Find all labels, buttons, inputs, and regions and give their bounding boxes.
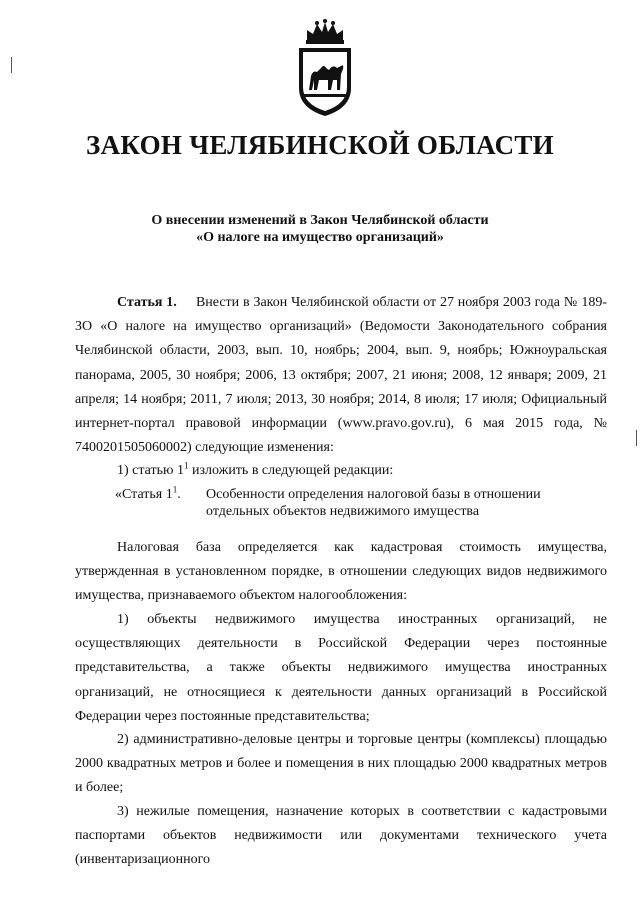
law-title: ЗАКОН ЧЕЛЯБИНСКОЙ ОБЛАСТИ (86, 130, 554, 160)
article-1-label: Статья 1. (117, 295, 177, 310)
article-1-paragraph (75, 291, 607, 460)
coat-of-arms-icon (295, 18, 355, 118)
new-article-label: «Статья $1^1$. (115, 484, 181, 502)
tax-base-paragraph: Налоговая база определяется как кадастровая стоимость имущества, утвержденная в установленном порядке, в отношении следующих видов недвижимого имущества, признаваемого объектом налогообложения: (75, 540, 607, 604)
scan-mark (11, 57, 12, 73)
subitem-1: 1) объекты недвижимого имущества иностранных организаций, не осуществляющих деятельности в Российской Федерации через постоянные представительства, а также объекты недвижимого имущества иностранных организаций, не относящиеся к деятельности данных организаций в Российской Федерации через постоянные представительства; (75, 612, 607, 724)
law-subtitle (0, 212, 640, 246)
scan-mark (636, 430, 637, 446)
subitem-2: 2) административно-деловые центры и торговые центры (комплексы) площадью 2000 квадратных метров и более и помещения в них площадью 2000 квадратных метров и более; (75, 732, 607, 796)
subitem-3: 3) нежилые помещения, назначение которых в соответствии с кадастровыми паспортами объектов недвижимости или документами технического учета (инвентаризационного (75, 804, 607, 868)
item-1: 1) статью $1^1$ изложить в следующей редакции: (117, 460, 394, 478)
subtitle-line-2: «О налоге на имущество организаций» (196, 230, 444, 245)
new-article-title: Особенности определения налоговой базы в отношении отдельных объектов недвижимого имущества (206, 487, 541, 519)
subtitle-line-1: О внесении изменений в Закон Челябинской области (151, 213, 489, 228)
article-1-text: Внести в Закон Челябинской области от 27 ноября 2003 года № 189-ЗО «О налоге на имущество организаций» (Ведомости Законодательного собрания Челябинской области, 2003, вып. 10, ноябрь; 2004, вып. 9, ноябрь; Южноуральская панорама, 2005, 30 ноября; 2006, 13 октября; 2007, 21 июня; 2008, 12 января; 2009, 21 апреля; 14 ноября; 2011, 7 июля; 2013, 30 ноября; 2014, 8 июля; 17 июля; Официальный интернет-портал правовой информации (www.pravo.gov.ru), 6 мая 2015 года, № 7400201505060002) следующие изменения: (75, 295, 607, 456)
